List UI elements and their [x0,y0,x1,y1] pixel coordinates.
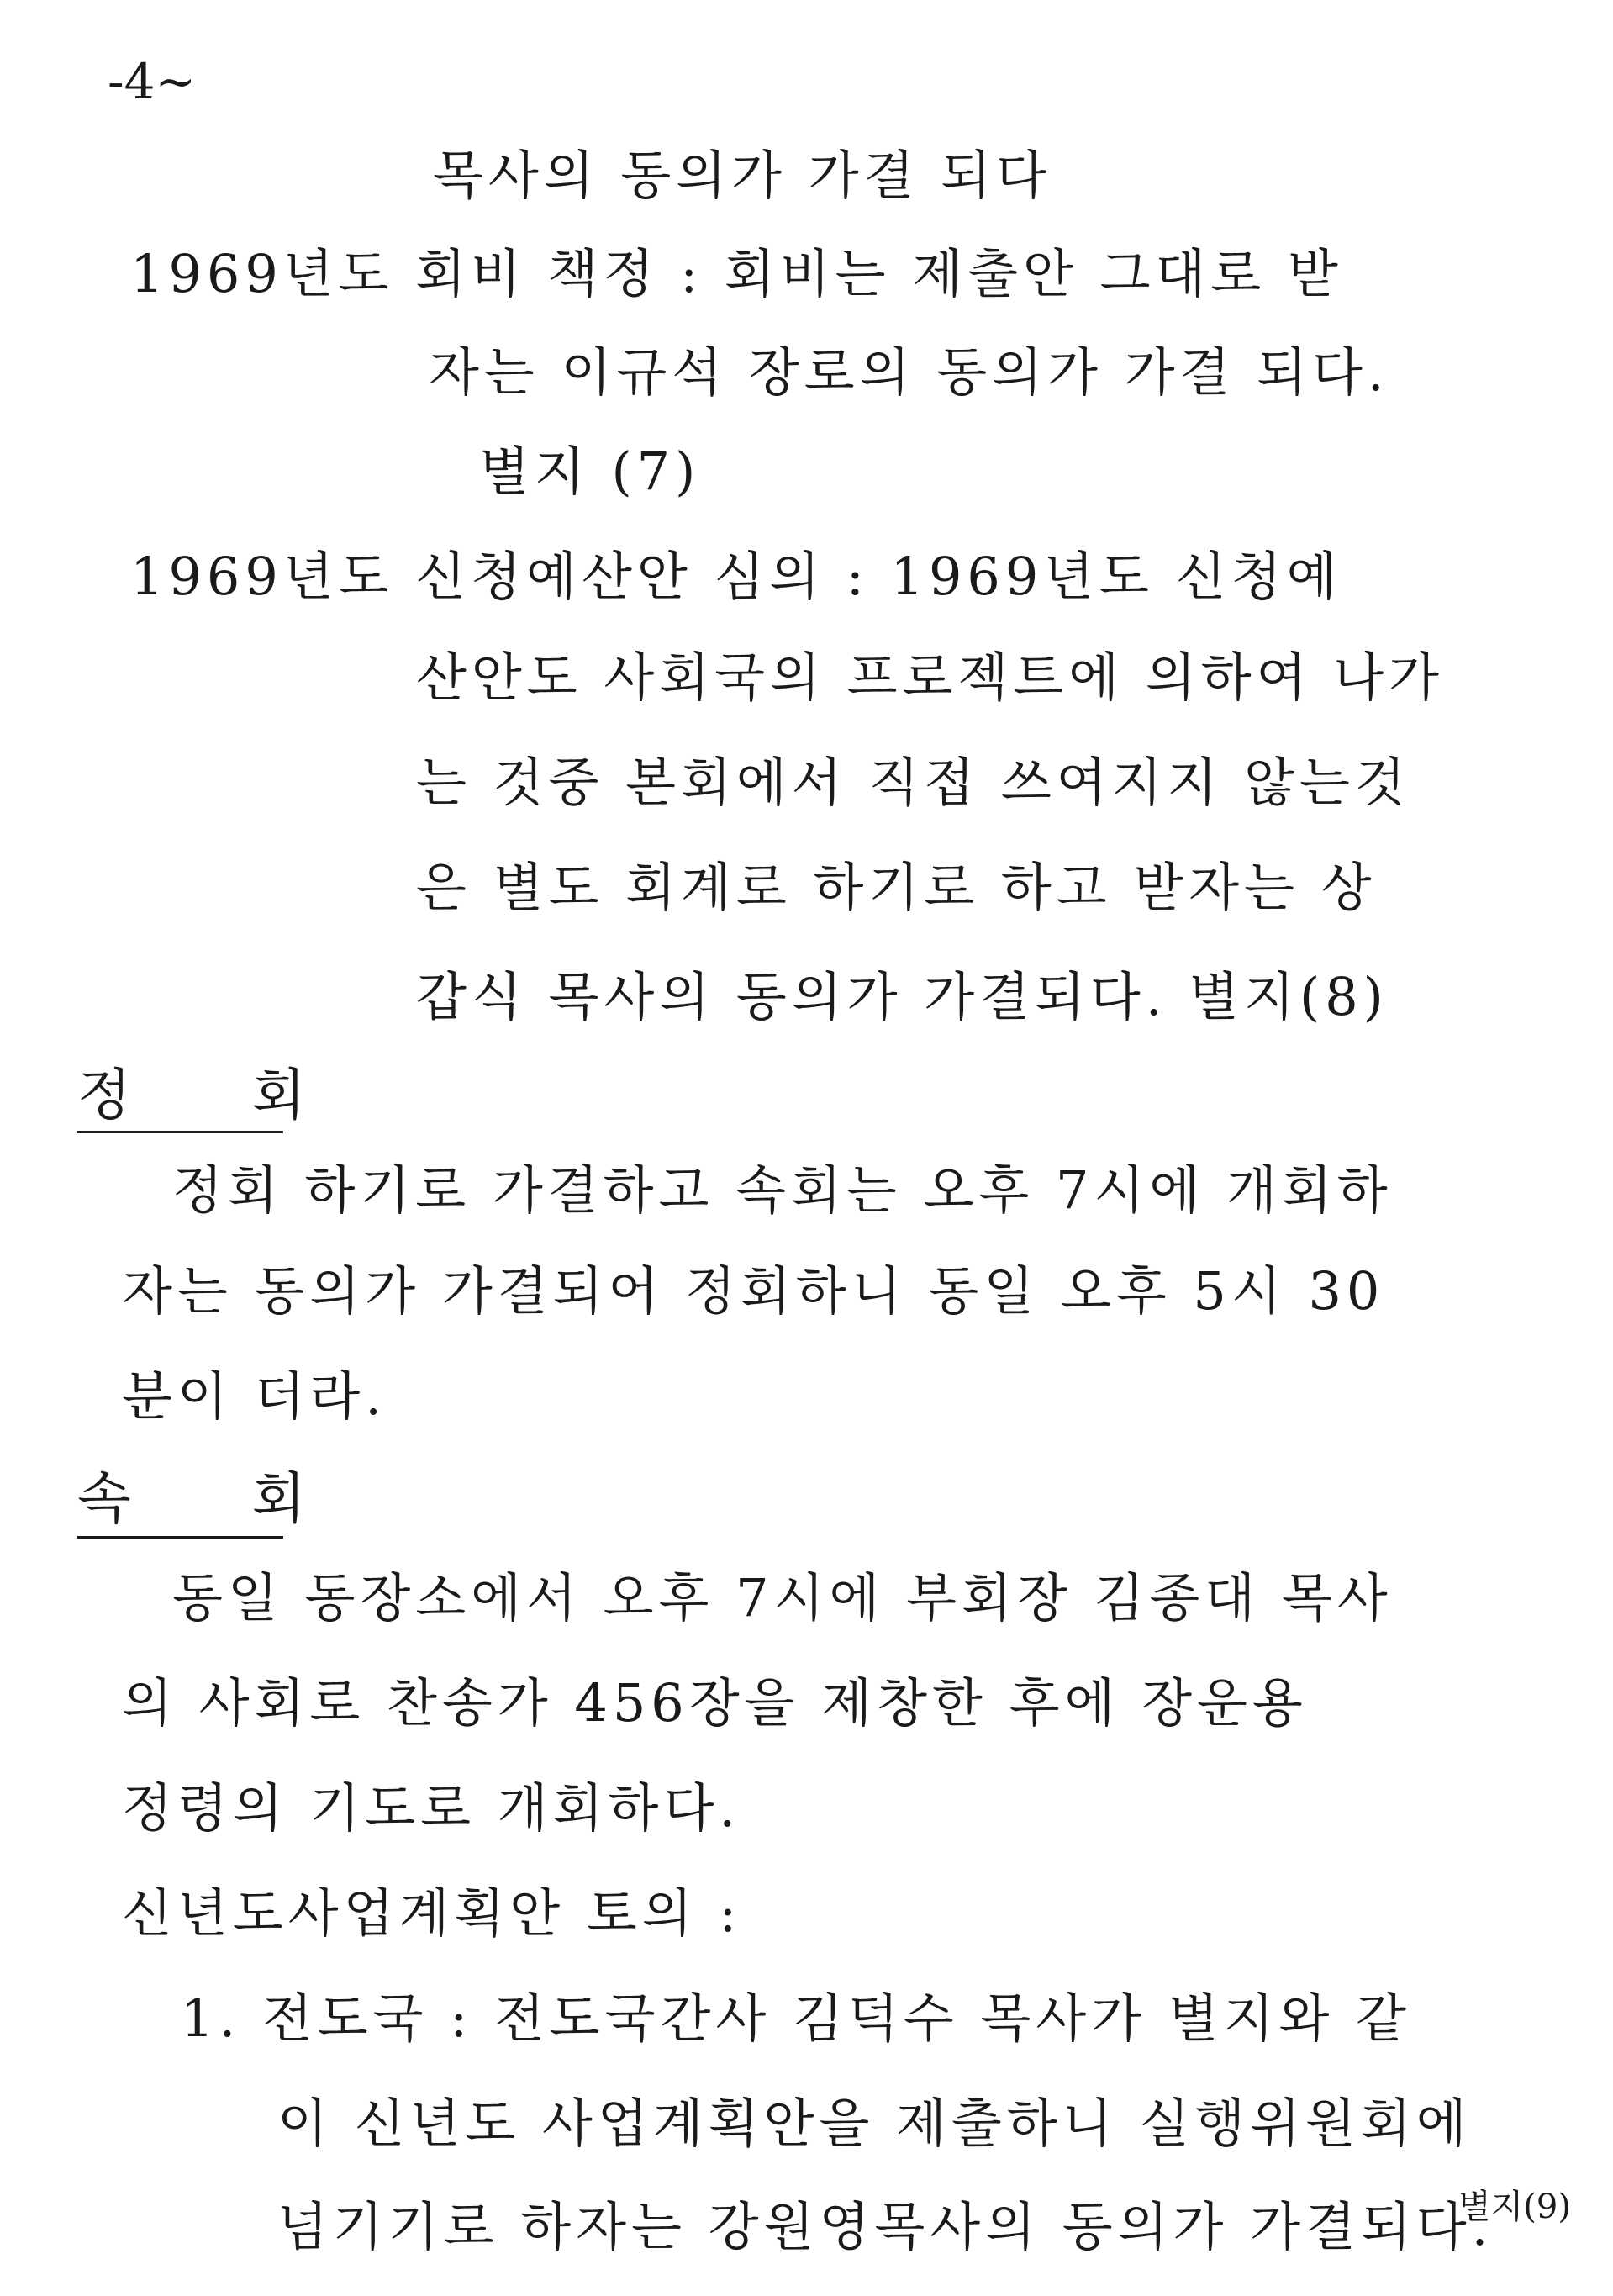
text-line: 별지 (7) [479,441,701,502]
text-line: 1969년도 신청예산안 심의 : 1969년도 신청예 [130,546,1342,607]
section-title-underline [77,1536,283,1539]
section-title-underline [77,1131,283,1133]
attachment-reference: 별지(9) [1458,2188,1571,2226]
text-line: 는 것중 본회에서 직접 쓰여지지 않는것 [416,752,1410,813]
page-number: -4~ [108,53,197,110]
paragraph-line: 동일 동장소에서 오후 7시에 부회장 김종대 목사 [172,1567,1393,1628]
list-item-line: 넘기기로 하자는 강원영목사의 동의가 가결되다. [277,2196,1494,2257]
paragraph-line: 신년도사업계획안 토의 : [122,1882,742,1944]
text-line: 산안도 사회국의 프로젝트에 의하여 나가 [416,647,1444,708]
paragraph-line: 정령의 기도로 개회하다. [122,1777,741,1839]
text-line: 갑식 목사의 동의가 가결되다. 별지(8) [416,966,1389,1027]
text-line: 은 별도 회계로 하기로 하고 받자는 상 [416,857,1377,918]
list-item-line: 이 신년도 사업계획안을 제출하니 실행위원회에 [277,2093,1472,2154]
paragraph-line: 정회 하기로 가결하고 속회는 오후 7시에 개회하 [172,1159,1393,1221]
list-item-line: 1. 전도국 : 전도국간사 김덕수 목사가 별지와 같 [181,1987,1412,2049]
section-title-char: 정 [77,1063,134,1127]
paragraph-line: 분이 더라. [122,1365,387,1427]
section-title-char: 회 [251,1063,309,1127]
paragraph-line: 자는 동의가 가결되어 정회하니 동일 오후 5시 30 [122,1260,1385,1322]
text-line: 자는 이규석 장로의 동의가 가결 되다. [429,341,1389,403]
text-line: 목사의 동의가 가결 되다 [433,145,1052,206]
section-title-sokhoe [77,1466,309,1531]
section-title-jeonghoe [77,1063,309,1127]
section-title-char: 회 [251,1466,309,1531]
section-title-char: 속 [77,1466,134,1531]
paragraph-line: 의 사회로 찬송가 456장을 제창한 후에 장운용 [122,1672,1308,1734]
text-line: 1969년도 회비 책정 : 회비는 제출안 그대로 받 [130,243,1343,304]
